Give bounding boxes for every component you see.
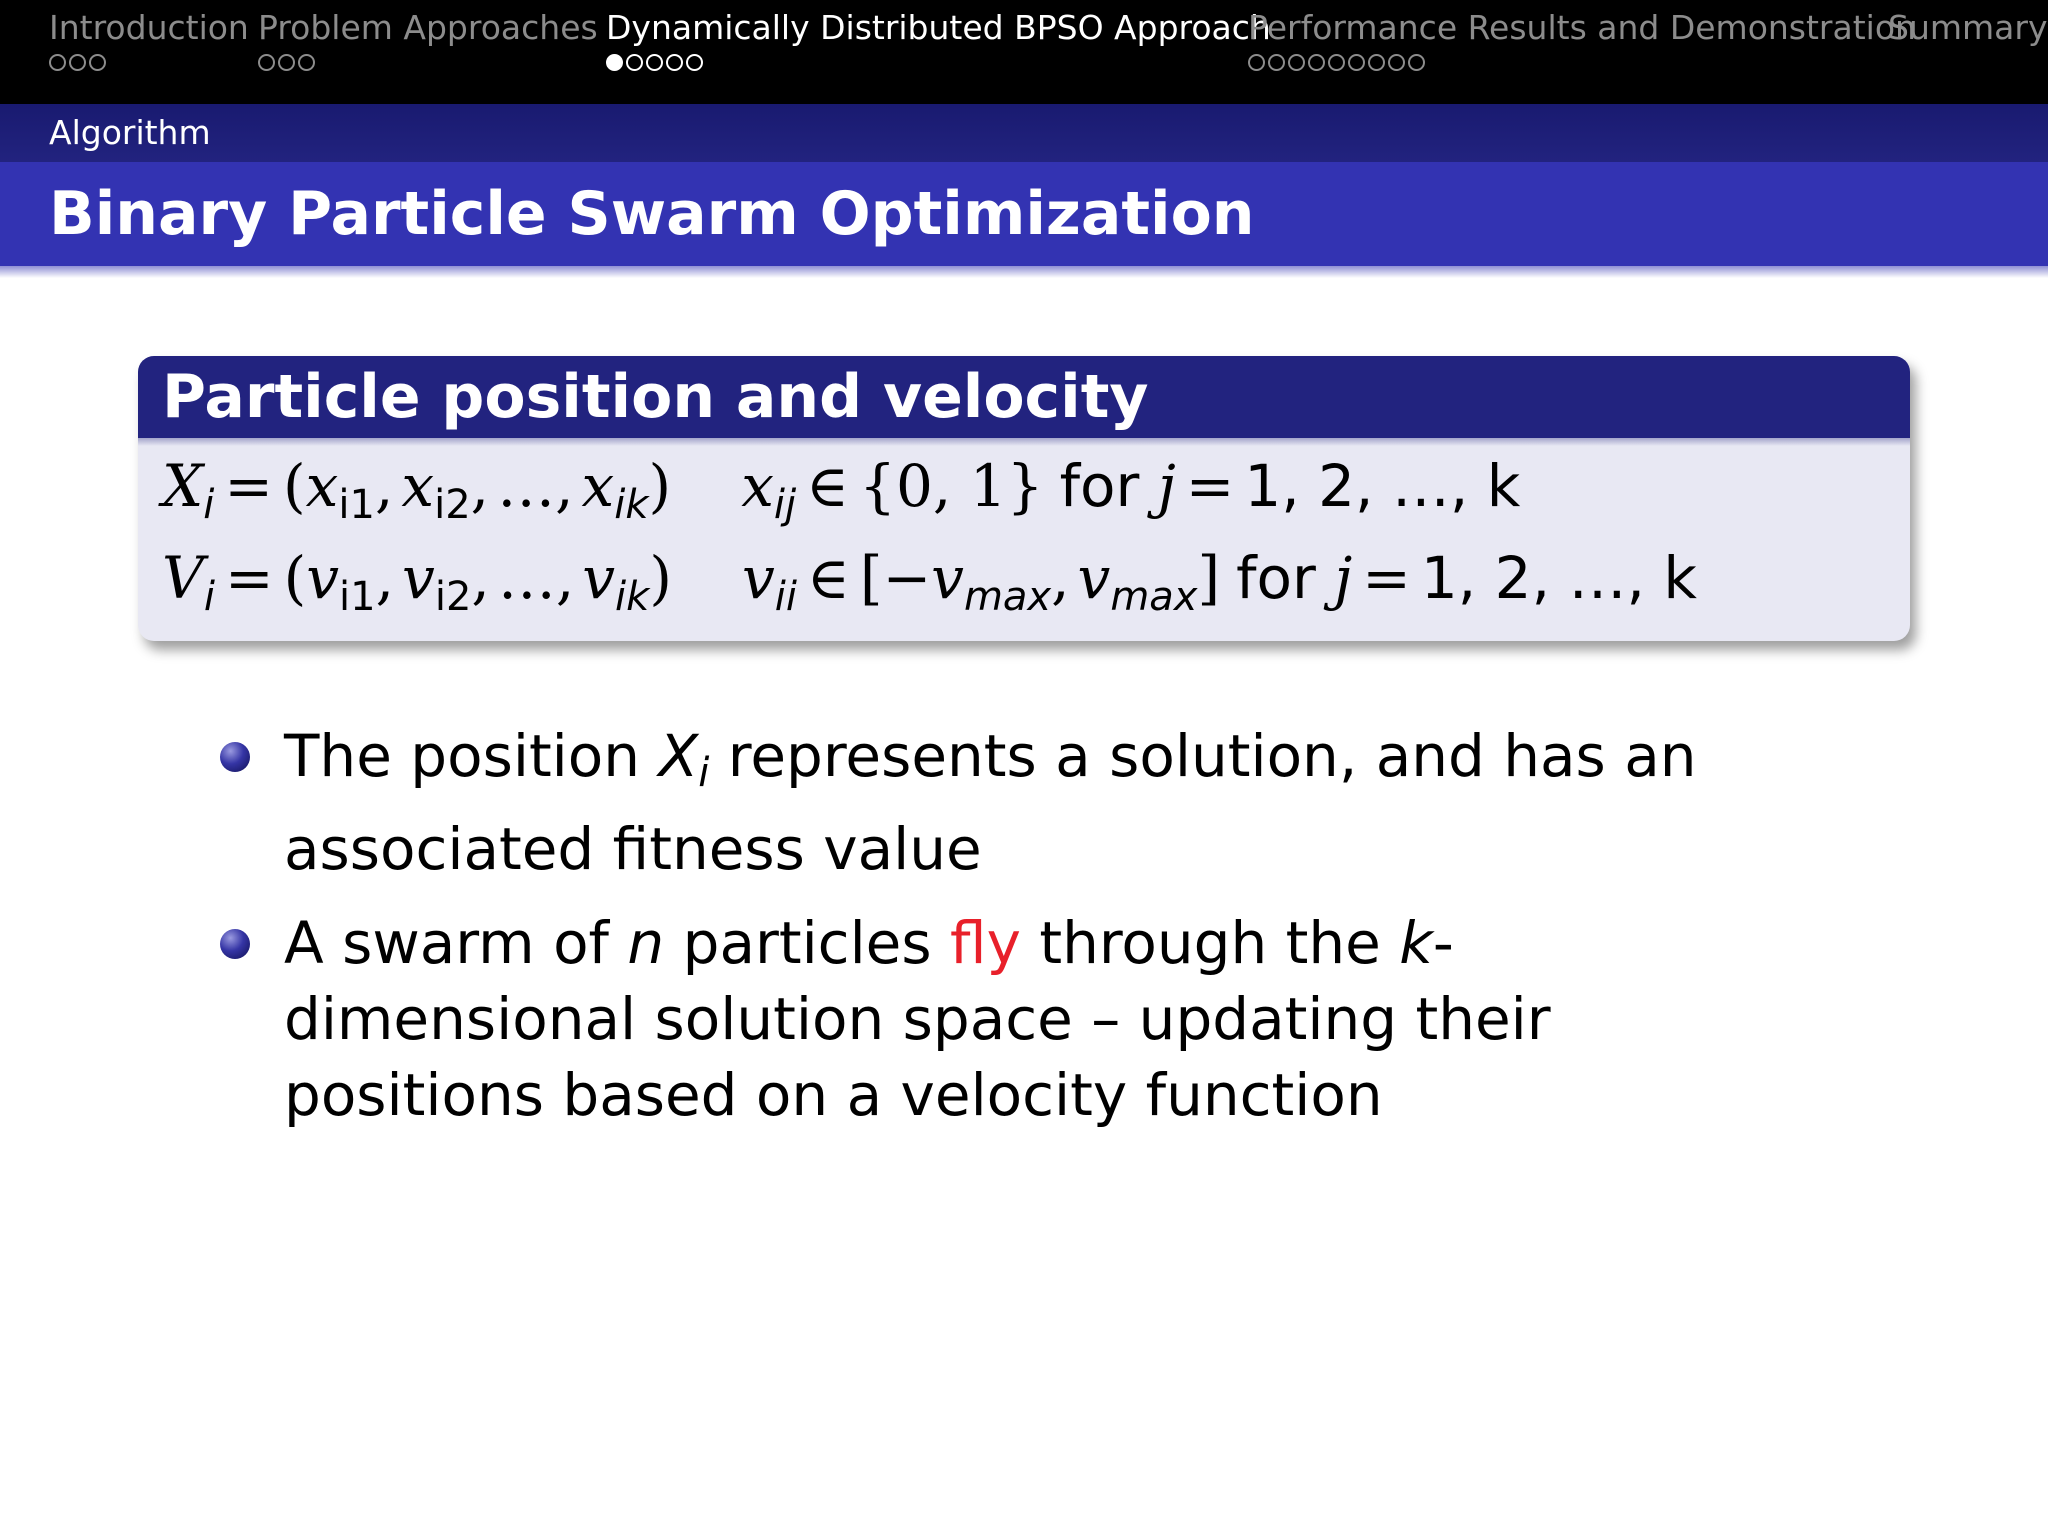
nav-frame-dots bbox=[258, 54, 598, 71]
position-symbol: X bbox=[162, 452, 204, 520]
vector-element-subscript: i1 bbox=[339, 574, 376, 620]
comma: , bbox=[471, 544, 490, 612]
position-equation-row bbox=[162, 446, 1520, 526]
frame-dot-icon[interactable] bbox=[69, 54, 86, 71]
highlighted-word: fly bbox=[950, 909, 1021, 977]
bullet-text: The position bbox=[284, 722, 659, 790]
close-paren: ) bbox=[648, 452, 672, 520]
nav-section-label[interactable]: Problem Approaches bbox=[258, 8, 598, 47]
bullet-list bbox=[220, 718, 1780, 1151]
position-subscript: i bbox=[203, 482, 215, 528]
frame-dot-icon[interactable] bbox=[1248, 54, 1265, 71]
frame-title-bar bbox=[0, 162, 2048, 266]
bullet-text: through the bbox=[1020, 909, 1400, 977]
vector-element: v bbox=[582, 544, 616, 612]
frame-dot-icon[interactable] bbox=[1268, 54, 1285, 71]
bullet-position-solution bbox=[220, 718, 1780, 887]
nav-section-problem-approaches[interactable] bbox=[258, 8, 598, 71]
open-paren: ( bbox=[283, 452, 306, 520]
interval-upper-subscript: max bbox=[1110, 574, 1198, 620]
interval-upper: v bbox=[1077, 544, 1111, 612]
frame-dot-icon[interactable] bbox=[666, 54, 683, 71]
bullet-text: -dimensional solution space – updating their positions based on a velocity function bbox=[284, 909, 1551, 1129]
nav-section-label[interactable]: Dynamically Distributed BPSO Approach bbox=[606, 8, 1271, 47]
frame-dot-icon[interactable] bbox=[646, 54, 663, 71]
frame-dot-icon[interactable] bbox=[686, 54, 703, 71]
comma: , bbox=[374, 452, 394, 520]
close-paren: ) bbox=[649, 544, 672, 612]
vector-element-subscript: ik bbox=[615, 574, 650, 620]
velocity-equation-row bbox=[162, 538, 1697, 618]
index-variable: j bbox=[1157, 452, 1176, 520]
title-bar-shadow bbox=[0, 266, 2048, 278]
element-of-sign: ∈ bbox=[806, 544, 850, 612]
condition-subscript: ij bbox=[773, 482, 797, 528]
ellipsis: … bbox=[497, 452, 556, 520]
bullet-text: represents a solution, and has an associated fitness value bbox=[284, 722, 1697, 883]
position-variable: X bbox=[658, 722, 699, 790]
frame-dot-icon[interactable] bbox=[1328, 54, 1345, 71]
open-bracket: [ bbox=[859, 544, 883, 612]
vector-element: x bbox=[581, 452, 615, 520]
vector-element-subscript: i2 bbox=[434, 574, 472, 620]
comma: , bbox=[555, 544, 575, 612]
comma: , bbox=[470, 452, 490, 520]
nav-section-performance-results[interactable] bbox=[1248, 8, 1916, 71]
frame-dot-icon[interactable] bbox=[298, 54, 315, 71]
frame-dot-icon[interactable] bbox=[49, 54, 66, 71]
particle-count-variable: n bbox=[627, 909, 665, 977]
condition-subscript: ii bbox=[774, 574, 797, 620]
index-variable: j bbox=[1334, 544, 1353, 612]
vector-element-subscript: i1 bbox=[338, 482, 375, 528]
nav-section-introduction[interactable] bbox=[49, 8, 249, 71]
nav-section-label[interactable]: Performance Results and Demonstration bbox=[1248, 8, 1916, 47]
comma: , bbox=[555, 452, 574, 520]
frame-dot-icon[interactable] bbox=[1388, 54, 1405, 71]
vector-element-subscript: i2 bbox=[434, 482, 471, 528]
frame-dot-icon[interactable] bbox=[1288, 54, 1305, 71]
ellipsis: … bbox=[497, 544, 556, 612]
nav-section-label[interactable]: Introduction bbox=[49, 8, 249, 47]
frame-dot-icon[interactable] bbox=[258, 54, 275, 71]
dimension-variable: k bbox=[1399, 909, 1433, 977]
interval-lower-subscript: max bbox=[963, 574, 1052, 620]
nav-frame-dots bbox=[1248, 54, 1916, 71]
bullet-ball-icon bbox=[220, 742, 250, 772]
definition-block bbox=[138, 356, 1910, 641]
nav-frame-dots bbox=[49, 54, 249, 71]
binary-set: {0, 1} bbox=[859, 452, 1044, 520]
comma: , bbox=[1051, 544, 1070, 612]
frame-dot-icon[interactable] bbox=[278, 54, 295, 71]
index-range: 1, 2, …, k bbox=[1244, 452, 1521, 520]
equals-sign: = bbox=[1185, 452, 1235, 520]
for-text: for bbox=[1236, 544, 1316, 612]
element-of-sign: ∈ bbox=[806, 452, 850, 520]
frame-dot-icon[interactable] bbox=[89, 54, 106, 71]
frame-title: Binary Particle Swarm Optimization bbox=[49, 179, 1255, 249]
equals-sign: = bbox=[1362, 544, 1411, 612]
frame-dot-icon[interactable] bbox=[1348, 54, 1365, 71]
nav-section-label[interactable]: Summary bbox=[1888, 8, 2048, 47]
nav-section-bpso-approach[interactable] bbox=[606, 8, 1271, 71]
index-range: 1, 2, …, k bbox=[1420, 544, 1697, 612]
velocity-symbol: V bbox=[162, 544, 204, 612]
nav-frame-dots bbox=[606, 54, 1271, 71]
vector-element: v bbox=[306, 544, 340, 612]
block-title: Particle position and velocity bbox=[138, 356, 1910, 438]
block-header-shade bbox=[138, 438, 1910, 446]
vector-element: x bbox=[401, 452, 435, 520]
bullet-text: A swarm of bbox=[284, 909, 628, 977]
for-text: for bbox=[1059, 452, 1140, 520]
velocity-subscript: i bbox=[203, 574, 216, 620]
open-paren: ( bbox=[283, 544, 307, 612]
frame-dot-icon[interactable] bbox=[606, 54, 623, 71]
equals-sign: = bbox=[224, 452, 274, 520]
position-variable-subscript: i bbox=[698, 750, 710, 796]
bullet-ball-icon bbox=[220, 929, 250, 959]
condition-variable: v bbox=[741, 544, 775, 612]
vector-element: v bbox=[402, 544, 435, 612]
frame-dot-icon[interactable] bbox=[626, 54, 643, 71]
bullet-text: particles bbox=[664, 909, 951, 977]
subsection-label[interactable]: Algorithm bbox=[49, 113, 211, 152]
frame-dot-icon[interactable] bbox=[1308, 54, 1325, 71]
comma: , bbox=[375, 544, 395, 612]
frame-dot-icon[interactable] bbox=[1368, 54, 1385, 71]
interval-lower: −v bbox=[882, 544, 964, 612]
condition-variable: x bbox=[741, 452, 774, 520]
equals-sign: = bbox=[225, 544, 274, 612]
nav-section-summary[interactable] bbox=[1888, 8, 2047, 54]
vector-element-subscript: ik bbox=[614, 482, 649, 528]
subsection-bar bbox=[0, 104, 2048, 162]
bullet-swarm-particles bbox=[220, 905, 1780, 1133]
close-bracket: ] bbox=[1197, 544, 1221, 612]
vector-element: x bbox=[305, 452, 339, 520]
frame-dot-icon[interactable] bbox=[1408, 54, 1425, 71]
section-navigation-bar bbox=[0, 0, 2048, 104]
